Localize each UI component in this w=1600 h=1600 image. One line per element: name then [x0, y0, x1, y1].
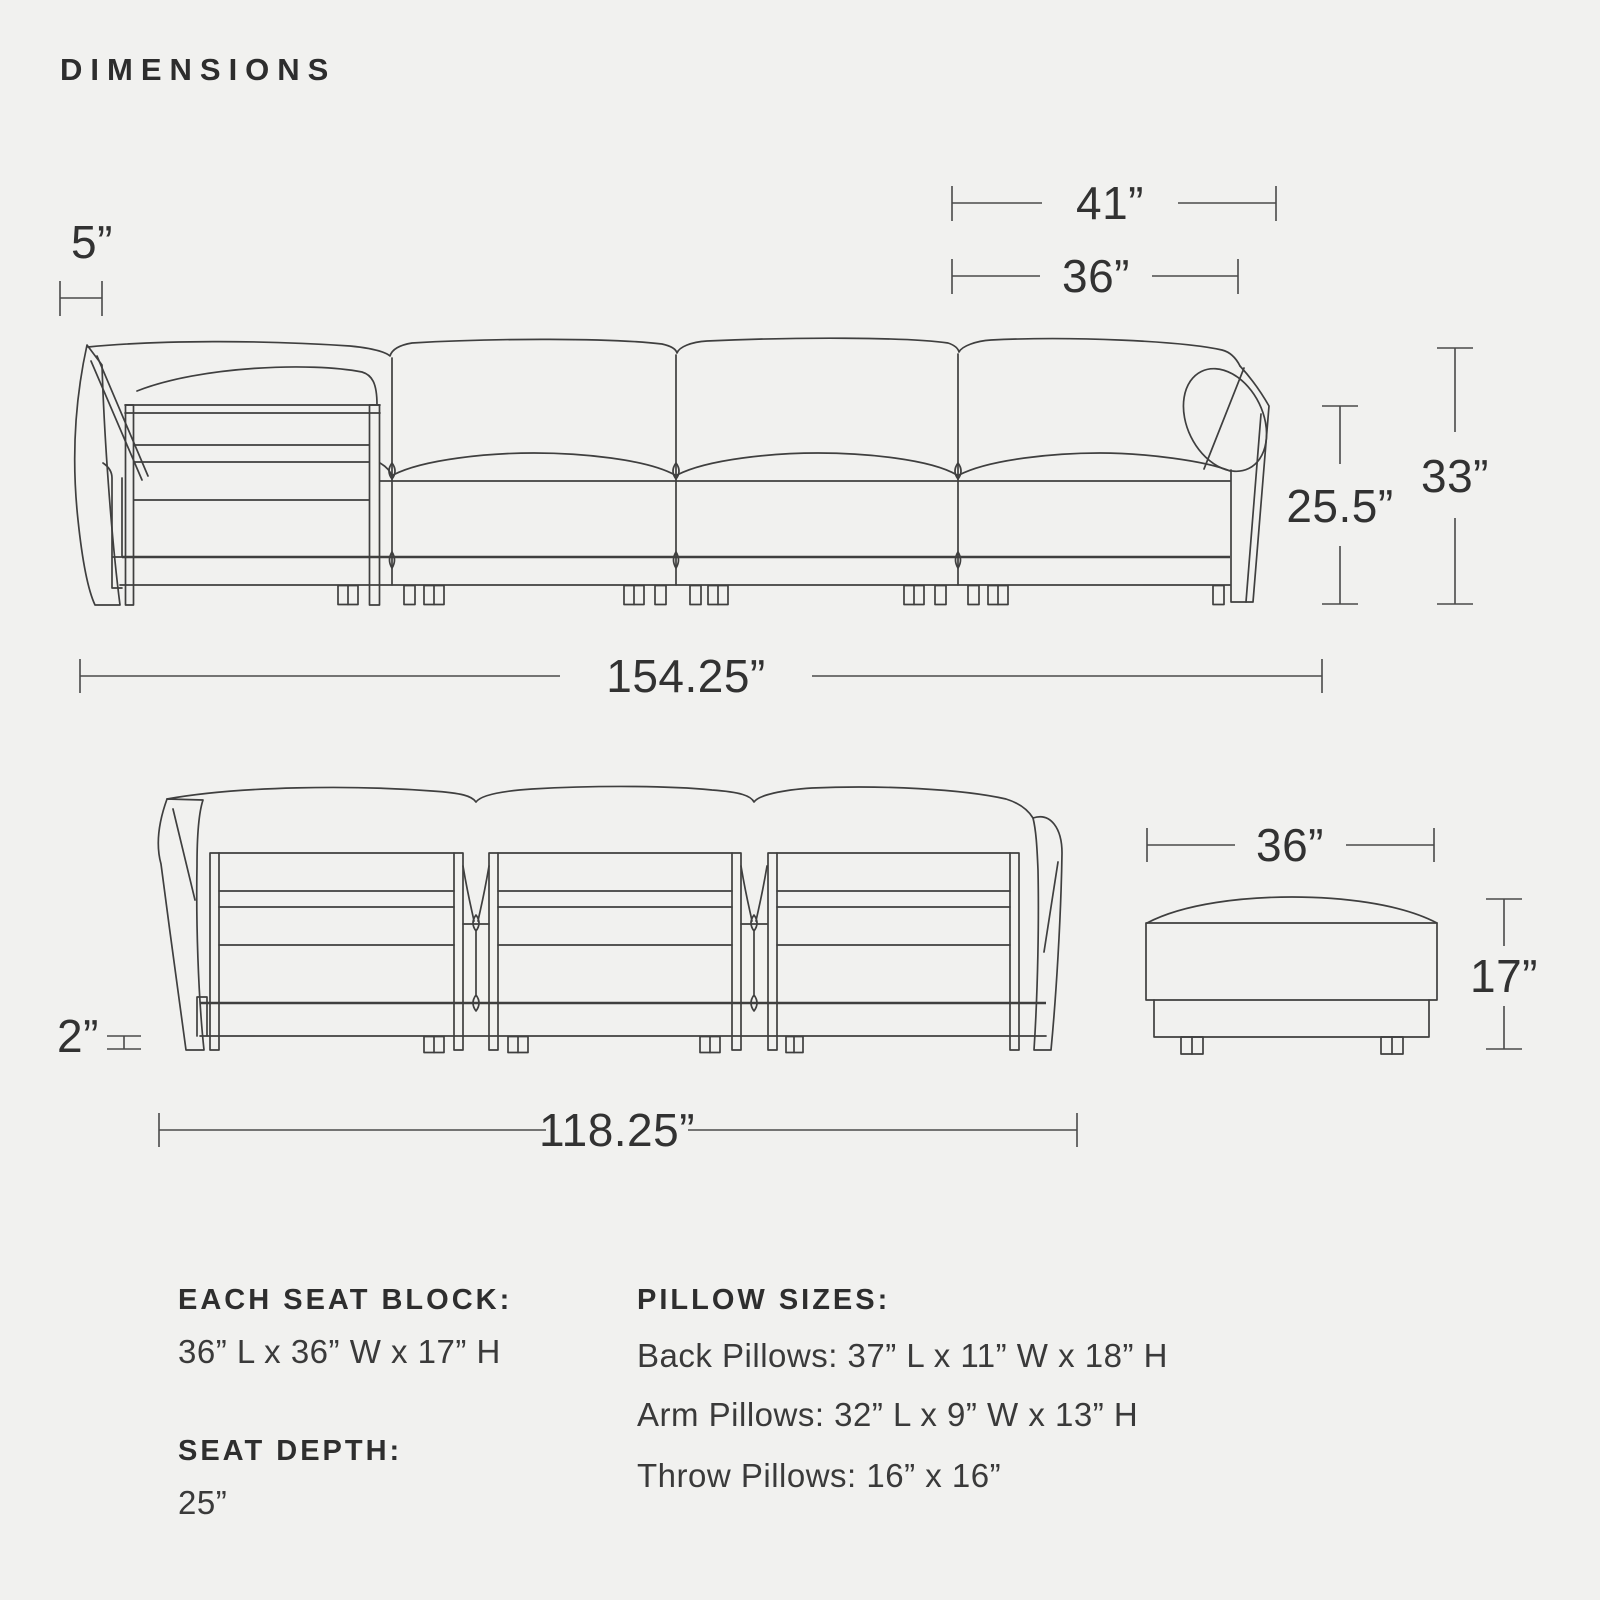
front-left-side-panel	[103, 463, 122, 588]
front-right-arm	[1231, 366, 1269, 602]
dim-back-frame-depth-label: 5”	[71, 216, 113, 268]
dim-ottoman-width-label: 36”	[1256, 819, 1324, 871]
dim-seat-back-height-label: 25.5”	[1286, 480, 1394, 532]
front-corner-frame-beam	[125, 405, 380, 413]
dim-overall-depth-label: 118.25”	[538, 1104, 696, 1156]
front-right-arm-inner-edge	[1246, 414, 1261, 602]
dim-seat-with-arm-label: 41”	[1076, 177, 1144, 229]
back-left-arm-seam	[173, 809, 195, 900]
seat-block-value: 36” L x 36” W x 17” H	[178, 1333, 501, 1370]
ottoman-drawing	[1146, 897, 1437, 1054]
front-bolster-pillow	[1167, 355, 1283, 485]
seat-depth-value: 25”	[178, 1484, 228, 1521]
dim-leg-height-label: 2”	[57, 1010, 99, 1062]
ottoman-body	[1146, 923, 1437, 1000]
back-cushions-outline	[167, 786, 1033, 818]
dim-leg-height-line	[107, 1036, 141, 1049]
dim-overall-height-label: 33”	[1421, 450, 1489, 502]
pillow-sizes-heading: PILLOW SIZES:	[637, 1284, 891, 1316]
front-back-cushion-bottom-curves	[380, 453, 1230, 476]
front-left-arm	[75, 345, 120, 605]
front-seam-connectors	[389, 463, 961, 568]
back-frame-rails-module-1	[219, 853, 454, 945]
back-frame-rails-module-2	[498, 853, 732, 945]
ottoman-plinth	[1154, 1000, 1429, 1037]
front-legs	[338, 586, 1224, 605]
dim-seat-module-width-label: 36”	[1062, 250, 1130, 302]
seat-block-heading: EACH SEAT BLOCK:	[178, 1284, 513, 1316]
pillow-sizes-back: Back Pillows: 37” L x 11” W x 18” H	[637, 1337, 1168, 1374]
dim-back-frame-depth-line	[60, 281, 102, 316]
back-frame-posts	[210, 853, 1019, 1050]
ottoman-legs	[1181, 1037, 1403, 1054]
back-module-gap-1	[463, 866, 489, 1011]
back-frame-rails-module-3	[777, 853, 1010, 945]
front-corner-frame-right-post	[370, 405, 380, 605]
ottoman-cushion-dome	[1147, 897, 1437, 923]
front-module-seams	[392, 354, 958, 585]
back-module-gap-2	[741, 866, 767, 1011]
front-corner-frame-left-post	[126, 405, 134, 605]
seat-depth-heading: SEAT DEPTH:	[178, 1435, 403, 1467]
front-corner-frame-rails	[134, 445, 369, 500]
dim-ottoman-height-label: 17”	[1470, 950, 1538, 1002]
front-back-cushions-outline	[88, 338, 1240, 366]
dim-overall-length-label: 154.25”	[606, 650, 766, 702]
page-title: DIMENSIONS	[60, 52, 337, 87]
pillow-sizes-arm: Arm Pillows: 32” L x 9” W x 13” H	[637, 1396, 1139, 1433]
back-legs	[424, 1037, 803, 1053]
front-bolster-seam	[1204, 368, 1244, 469]
dimension-annotations	[57, 177, 1538, 1156]
pillow-sizes-throw: Throw Pillows: 16” x 16”	[637, 1457, 1002, 1494]
back-view-drawing	[158, 786, 1062, 1052]
back-right-arm-seam	[1044, 862, 1058, 952]
front-view-drawing	[75, 338, 1283, 605]
front-corner-cushion	[137, 367, 377, 405]
